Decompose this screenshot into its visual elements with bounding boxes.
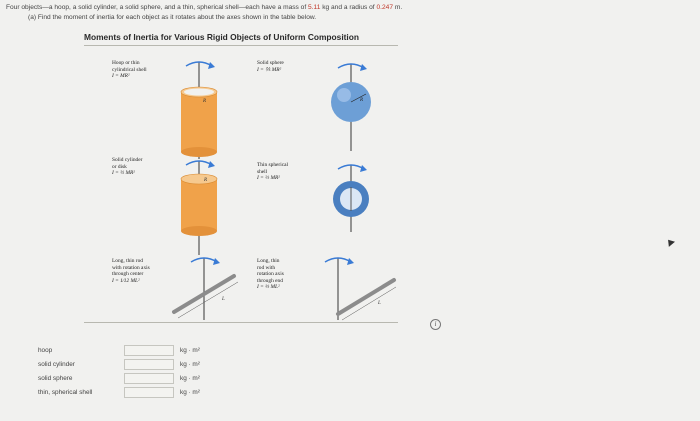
thin-shell-answer-input[interactable]: [124, 387, 174, 398]
thin-shell-caption: [257, 162, 288, 182]
rod-end-diagram: [318, 254, 398, 322]
answer-row-thin-shell: [0, 387, 700, 401]
answer-unit: kg · m²: [180, 389, 200, 396]
figure-divider: [84, 322, 398, 323]
problem-part-a: (a) Find the moment of inertia for each object as it rotates about the axes shown in the table below.: [28, 14, 317, 21]
hoop-opening: [184, 89, 214, 96]
answer-label: solid cylinder: [38, 361, 75, 368]
problem-intro: Four objects—a hoop, a solid cylinder, a solid sphere, and a thin, spherical shell—each have a mass of: [6, 4, 307, 11]
length-label: L: [222, 297, 225, 302]
radius-unit: m.: [393, 4, 403, 11]
hoop-diagram: [174, 54, 224, 164]
answer-label: hoop: [38, 347, 53, 354]
rotation-arrowhead-icon: [213, 258, 220, 265]
answer-unit: kg · m²: [180, 361, 200, 368]
figure-title: Moments of Inertia for Various Rigid Objects of Uniform Composition: [84, 32, 398, 46]
answer-row-solid-cylinder: [0, 359, 700, 373]
length-label: L: [378, 301, 381, 306]
solid-sphere-answer-input[interactable]: [124, 373, 174, 384]
solid-cylinder-answer-input[interactable]: [124, 359, 174, 370]
rotation-arrowhead-icon: [360, 64, 367, 71]
cylinder-bottom: [181, 226, 217, 236]
rotation-arrowhead-icon: [347, 258, 354, 265]
hoop-answer-input[interactable]: [124, 345, 174, 356]
cylinder-top: [181, 174, 217, 184]
moment-of-inertia-figure: [84, 32, 398, 322]
cell-name: Thin spherical: [257, 162, 288, 168]
cell-formula: I = ⅖ MR²: [257, 66, 282, 73]
cylinder-body: [181, 179, 217, 231]
sphere-highlight: [337, 88, 351, 102]
info-icon[interactable]: i: [430, 319, 441, 330]
radius-label: R: [204, 178, 208, 183]
mass-unit: kg and a radius of: [320, 4, 375, 11]
cell-name: Solid cylinder: [112, 157, 143, 163]
answer-unit: kg · m²: [180, 375, 200, 382]
cell-name: Hoop or thin: [112, 60, 140, 66]
hoop-bottom: [181, 147, 217, 157]
hoop-caption: [112, 60, 147, 80]
cell-name-2: or disk: [112, 163, 127, 170]
rod-center-diagram: [164, 254, 244, 322]
rotation-arrowhead-icon: [208, 161, 215, 168]
answer-label: solid sphere: [38, 375, 73, 382]
rotation-arrowhead-icon: [360, 165, 367, 172]
rod-body: [338, 280, 394, 314]
cell-name-4: through end: [257, 277, 283, 284]
cell-name-2: rod with: [257, 264, 276, 271]
thin-shell-diagram: [324, 157, 379, 237]
cell-formula: I = ½ MR²: [112, 170, 135, 177]
mass-value: 5.11: [308, 4, 321, 11]
solid-cylinder-caption: [112, 157, 142, 177]
radius-label: R: [360, 98, 364, 103]
rod-end-caption: [257, 258, 284, 291]
cell-formula: I = ⅔ MR²: [257, 175, 280, 182]
cell-name-3: rotation axis: [257, 271, 284, 278]
answer-row-solid-sphere: [0, 373, 700, 387]
solid-cylinder-diagram: [174, 157, 224, 257]
mouse-cursor-icon: [665, 237, 675, 247]
radius-value: 0.247: [376, 4, 393, 11]
problem-statement: [6, 3, 696, 23]
radius-label: R: [203, 99, 207, 104]
cell-formula: I = ⅓ ML²: [257, 284, 280, 291]
answer-label: thin, spherical shell: [38, 389, 93, 396]
rod-length-marker: [178, 282, 238, 318]
solid-sphere-diagram: [324, 56, 379, 156]
cell-formula: I = MR²: [112, 73, 130, 80]
cell-formula: I = 1⁄12 ML²: [112, 277, 140, 284]
cell-name-3: through center: [112, 271, 144, 278]
answer-unit: kg · m²: [180, 347, 200, 354]
rotation-arrowhead-icon: [208, 62, 215, 69]
problem-line-1: [6, 3, 696, 13]
cell-name-2: cylindrical shell: [112, 66, 147, 73]
cell-name: Long, thin rod: [112, 258, 143, 264]
answer-row-hoop: [0, 345, 700, 359]
solid-sphere-caption: [257, 60, 284, 73]
hoop-body: [181, 92, 217, 152]
rod-length-marker: [342, 287, 396, 320]
cell-name-2: with rotation axis: [112, 264, 150, 271]
cell-name: Long, thin: [257, 258, 280, 264]
rod-center-caption: [112, 258, 150, 284]
cell-name: Solid sphere: [257, 60, 284, 66]
cell-name-2: shell: [257, 168, 268, 175]
